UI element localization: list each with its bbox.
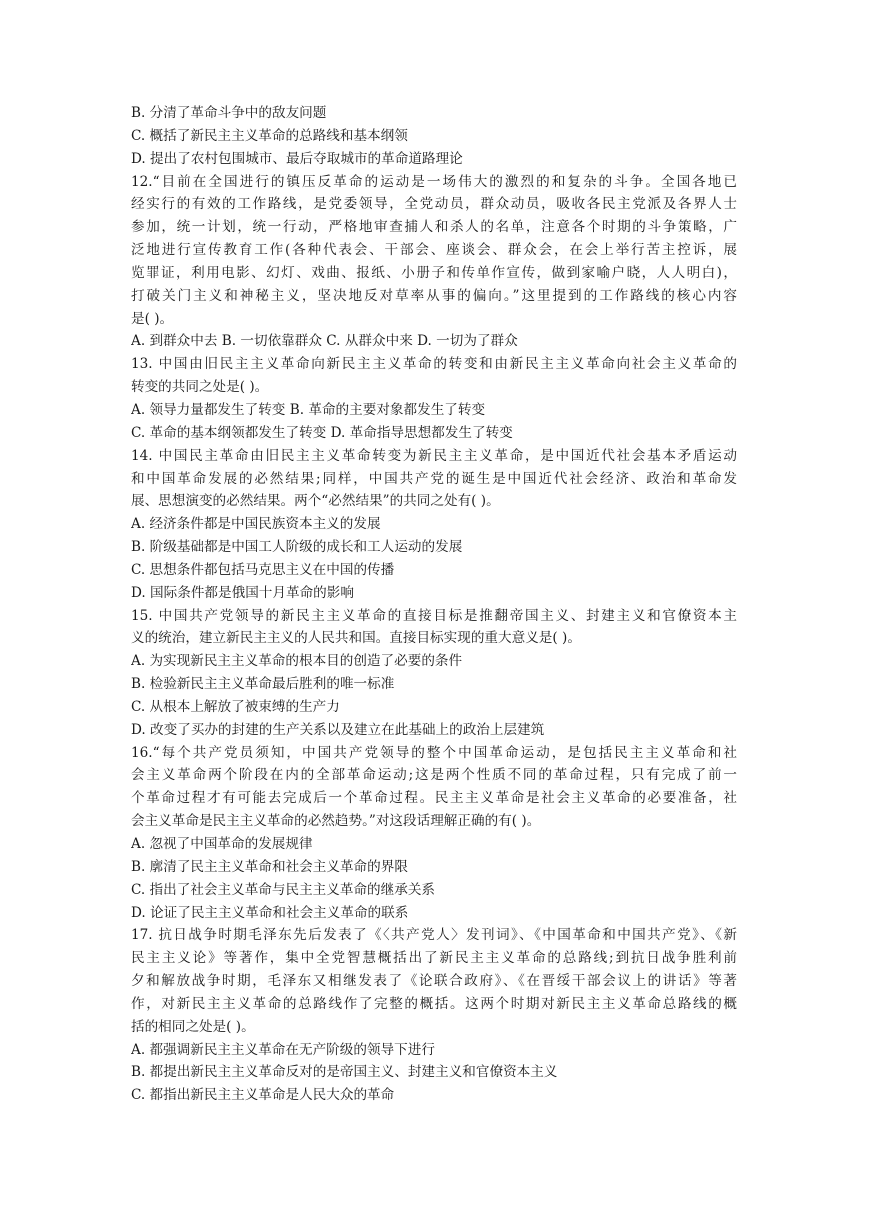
- text-line: B. 都提出新民主主义革命反对的是帝国主义、封建主义和官僚资本主义: [131, 1064, 558, 1081]
- text-line: A. 忽视了中国革命的发展规律: [131, 836, 313, 852]
- text-line: D. 改变了买办的封建的生产关系以及建立在此基础上的政治上层建筑: [131, 721, 545, 738]
- text-line: 17. 抗日战争时期毛泽东先后发表了《〈共产党人〉发刊词》、《中国革命和中国共产党》、《新: [131, 927, 737, 944]
- text-line: 夕和解放战争时期，毛泽东又相继发表了《论联合政府》、《在晋绥干部会议上的讲话》等著: [131, 973, 737, 990]
- text-line: 作，对新民主主义革命的总路线作了完整的概括。这两个时期对新民主主义革命总路线的概: [131, 995, 737, 1012]
- text-line: B. 分清了革命斗争中的敌友问题: [131, 105, 327, 121]
- text-line: A. 为实现新民主主义革命的根本目的创造了必要的条件: [131, 653, 463, 670]
- text-line: D. 论证了民主主义革命和社会主义革命的联系: [131, 904, 409, 921]
- text-line: 14. 中国民主革命由旧民主主义革命转变为新民主主义革命，是中国近代社会基本矛盾运动: [131, 447, 737, 464]
- text-line: A. 到群众中去 B. 一切依靠群众 C. 从群众中来 D. 一切为了群众: [131, 333, 518, 350]
- text-line: 16.“每个共产党员须知，中国共产党领导的整个中国革命运动，是包括民主主义革命和社: [131, 744, 737, 761]
- text-line: 个革命过程才有可能去完成后一个革命过程。民主主义革命是社会主义革命的必要准备，社: [131, 790, 737, 807]
- question-text-block: [131, 102, 737, 1107]
- text-line: D. 国际条件都是俄国十月革命的影响: [131, 584, 354, 601]
- text-line: 会主义革命两个阶段在内的全部革命运动;这是两个性质不同的革命过程，只有完成了前一: [131, 767, 737, 784]
- text-line: 泛地进行宣传教育工作(各种代表会、干部会、座谈会、群众会，在会上举行苦主控诉，展: [131, 242, 737, 259]
- text-line: 括的相同之处是( )。: [131, 1018, 255, 1035]
- text-line: C. 概括了新民主主义革命的总路线和基本纲领: [131, 127, 408, 144]
- text-line: B. 检验新民主主义革命最后胜利的唯一标准: [131, 676, 395, 693]
- text-line: 15. 中国共产党领导的新民主主义革命的直接目标是推翻帝国主义、封建主义和官僚资本主: [131, 607, 737, 624]
- text-line: 转变的共同之处是( )。: [131, 379, 269, 396]
- text-line: B. 阶级基础都是中国工人阶级的成长和工人运动的发展: [131, 539, 463, 556]
- text-line: 览罪证，利用电影、幻灯、戏曲、报纸、小册子和传单作宣传，做到家喻户晓，人人明白)，: [131, 264, 737, 281]
- text-line: B. 廓清了民主主义革命和社会主义革命的界限: [131, 858, 408, 875]
- text-line: A. 领导力量都发生了转变 B. 革命的主要对象都发生了转变: [131, 401, 486, 418]
- text-line: C. 都指出新民主主义革命是人民大众的革命: [131, 1087, 395, 1104]
- text-line: 是( )。: [131, 310, 174, 327]
- text-line: 13. 中国由旧民主主义革命向新民主主义革命的转变和由新民主主义革命向社会主义革命的: [131, 356, 737, 373]
- text-line: A. 经济条件都是中国民族资本主义的发展: [131, 516, 381, 533]
- text-line: C. 从根本上解放了被束缚的生产力: [131, 698, 340, 715]
- text-line: 12.“目前在全国进行的镇压反革命的运动是一场伟大的激烈的和复杂的斗争。全国各地已: [131, 173, 737, 190]
- text-line: C. 革命的基本纲领都发生了转变 D. 革命指导思想都发生了转变: [131, 424, 513, 441]
- text-line: 打破关门主义和神秘主义，坚决地反对草率从事的偏向。”这里提到的工作路线的核心内容: [131, 287, 737, 304]
- text-line: C. 指出了社会主义革命与民主主义革命的继承关系: [131, 881, 436, 898]
- text-line: A. 都强调新民主主义革命在无产阶级的领导下进行: [131, 1041, 435, 1058]
- text-line: 会主义革命是民主主义革命的必然趋势。”对这段话理解正确的有( )。: [131, 813, 541, 830]
- text-line: 展、思想演变的必然结果。两个“必然结果”的共同之处有( )。: [131, 493, 500, 510]
- text-line: 民主主义论》等著作，集中全党智慧概括出了新民主主义革命的总路线;到抗日战争胜利前: [131, 950, 737, 967]
- text-line: 和中国革命发展的必然结果;同样，中国共产党的诞生是中国近代社会经济、政治和革命发: [131, 470, 737, 487]
- text-line: D. 提出了农村包围城市、最后夺取城市的革命道路理论: [131, 150, 463, 167]
- text-line: 经实行的有效的工作路线，是党委领导，全党动员，群众动员，吸收各民主党派及各界人士: [131, 196, 737, 213]
- text-line: 义的统治，建立新民主主义的人民共和国。直接目标实现的重大意义是( )。: [131, 630, 581, 647]
- text-line: C. 思想条件都包括马克思主义在中国的传播: [131, 561, 395, 578]
- text-line: 参加，统一计划，统一行动，严格地审查捕人和杀人的名单，注意各个时期的斗争策略，广: [131, 219, 737, 236]
